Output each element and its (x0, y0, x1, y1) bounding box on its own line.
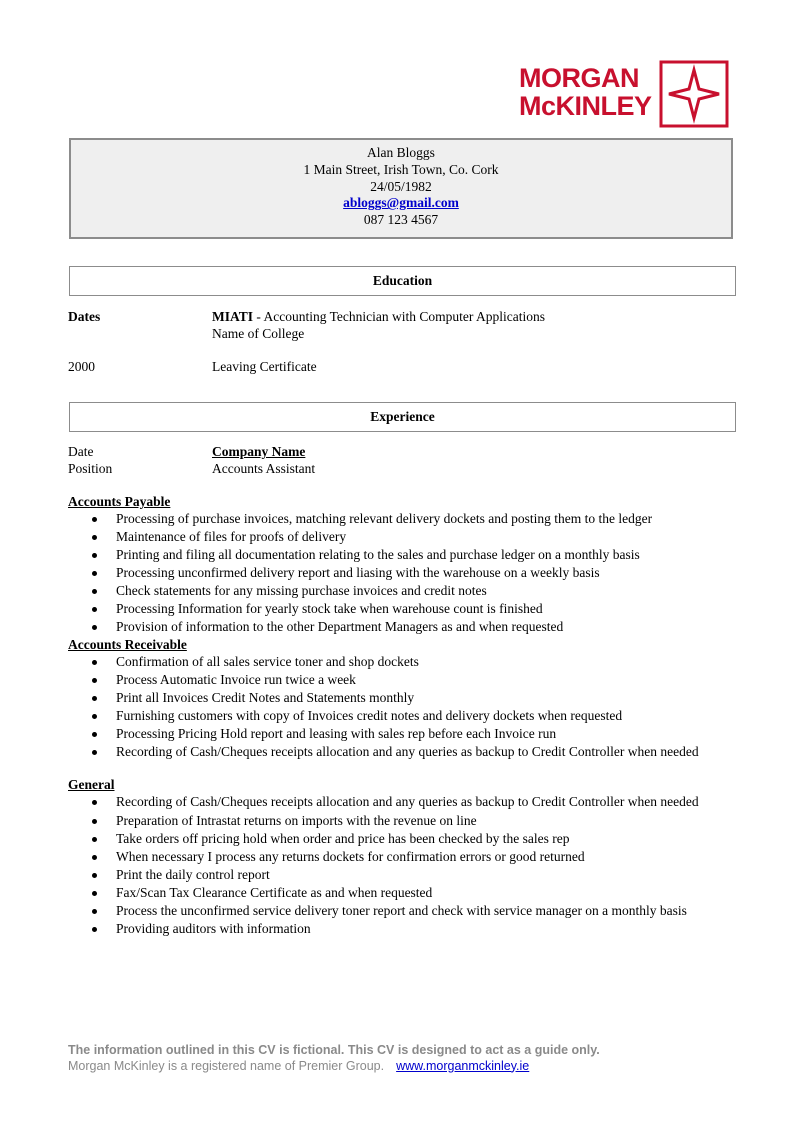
education-certificate: Leaving Certificate (212, 359, 317, 374)
list-item: Print the daily control report (116, 866, 738, 884)
list-item: Printing and filing all documentation relating to the sales and purchase ledger on a monthly basis (116, 546, 738, 564)
experience-company: Company Name (212, 444, 306, 459)
logo-line-2: McKINLEY (519, 91, 652, 121)
accounts-receivable-heading: Accounts Receivable (68, 637, 187, 652)
education-college: Name of College (212, 326, 305, 341)
list-item: Processing unconfirmed delivery report and liasing with the warehouse on a weekly basis (116, 564, 738, 582)
footer-registration: Morgan McKinley is a registered name of Premier Group. (68, 1058, 385, 1073)
list-item: Recording of Cash/Cheques receipts allocation and any queries as backup to Credit Controller when needed (116, 743, 738, 762)
logo-line-1: MORGAN (519, 63, 639, 93)
list-item: Print all Invoices Credit Notes and Statements monthly (116, 689, 738, 707)
list-item: Recording of Cash/Cheques receipts allocation and any queries as backup to Credit Controller when needed (116, 793, 738, 812)
education-year: 2000 (68, 359, 95, 374)
list-item: Check statements for any missing purchase invoices and credit notes (116, 582, 738, 600)
footer (68, 1043, 600, 1074)
list-item: Process Automatic Invoice run twice a week (116, 671, 738, 689)
logo-wordmark (519, 63, 652, 121)
education-section-header: Education (69, 266, 736, 296)
list-item: Provision of information to the other Department Managers as and when requested (116, 618, 738, 636)
list-item: Confirmation of all sales service toner and shop dockets (116, 653, 738, 671)
list-item: Processing Pricing Hold report and leasing with sales rep before each Invoice run (116, 725, 738, 743)
accounts-payable-heading: Accounts Payable (68, 494, 171, 509)
experience-date-label: Date (68, 444, 94, 459)
list-item: Fax/Scan Tax Clearance Certificate as and when requested (116, 884, 738, 902)
general-heading: General (68, 777, 115, 792)
course-qualification: MIATI (212, 309, 254, 324)
email-link[interactable]: abloggs@gmail.com (343, 195, 459, 211)
footer-registration-line (68, 1059, 600, 1075)
company-logo (519, 60, 731, 128)
accounts-payable-list (116, 510, 738, 636)
footer-disclaimer: The information outlined in this CV is fictional. This CV is designed to act as a guide only. (68, 1043, 600, 1057)
candidate-name: Alan Bloggs (367, 145, 435, 160)
candidate-address: 1 Main Street, Irish Town, Co. Cork (303, 161, 499, 177)
list-item: Maintenance of files for proofs of delivery (116, 528, 738, 546)
list-item: Furnishing customers with copy of Invoices credit notes and delivery dockets when requested (116, 707, 738, 725)
compass-star-icon (659, 60, 729, 128)
list-item: Providing auditors with information (116, 920, 738, 938)
general-list (116, 793, 738, 938)
website-link[interactable]: www.morganmckinley.ie (396, 1058, 530, 1073)
experience-position-label: Position (68, 461, 113, 476)
list-item: Take orders off pricing hold when order and price has been checked by the sales rep (116, 830, 738, 848)
course-description: - Accounting Technician with Computer Applications (253, 309, 546, 324)
list-item: Process the unconfirmed service delivery toner report and check with service manager on a monthly basis (116, 902, 738, 920)
accounts-receivable-list (116, 653, 738, 762)
experience-position: Accounts Assistant (212, 461, 316, 476)
contact-details-box (69, 138, 733, 239)
education-dates-label: Dates (68, 309, 101, 324)
list-item: Preparation of Intrastat returns on imports with the revenue on line (116, 812, 738, 830)
education-course (212, 309, 545, 325)
list-item: Processing of purchase invoices, matching relevant delivery dockets and posting them to the ledger (116, 510, 738, 528)
candidate-phone: 087 123 4567 (363, 212, 439, 228)
experience-section-header: Experience (69, 402, 736, 432)
candidate-dob: 24/05/1982 (370, 178, 432, 194)
list-item: When necessary I process any returns dockets for confirmation errors or good returned (116, 848, 738, 866)
list-item: Processing Information for yearly stock take when warehouse count is finished (116, 600, 738, 618)
